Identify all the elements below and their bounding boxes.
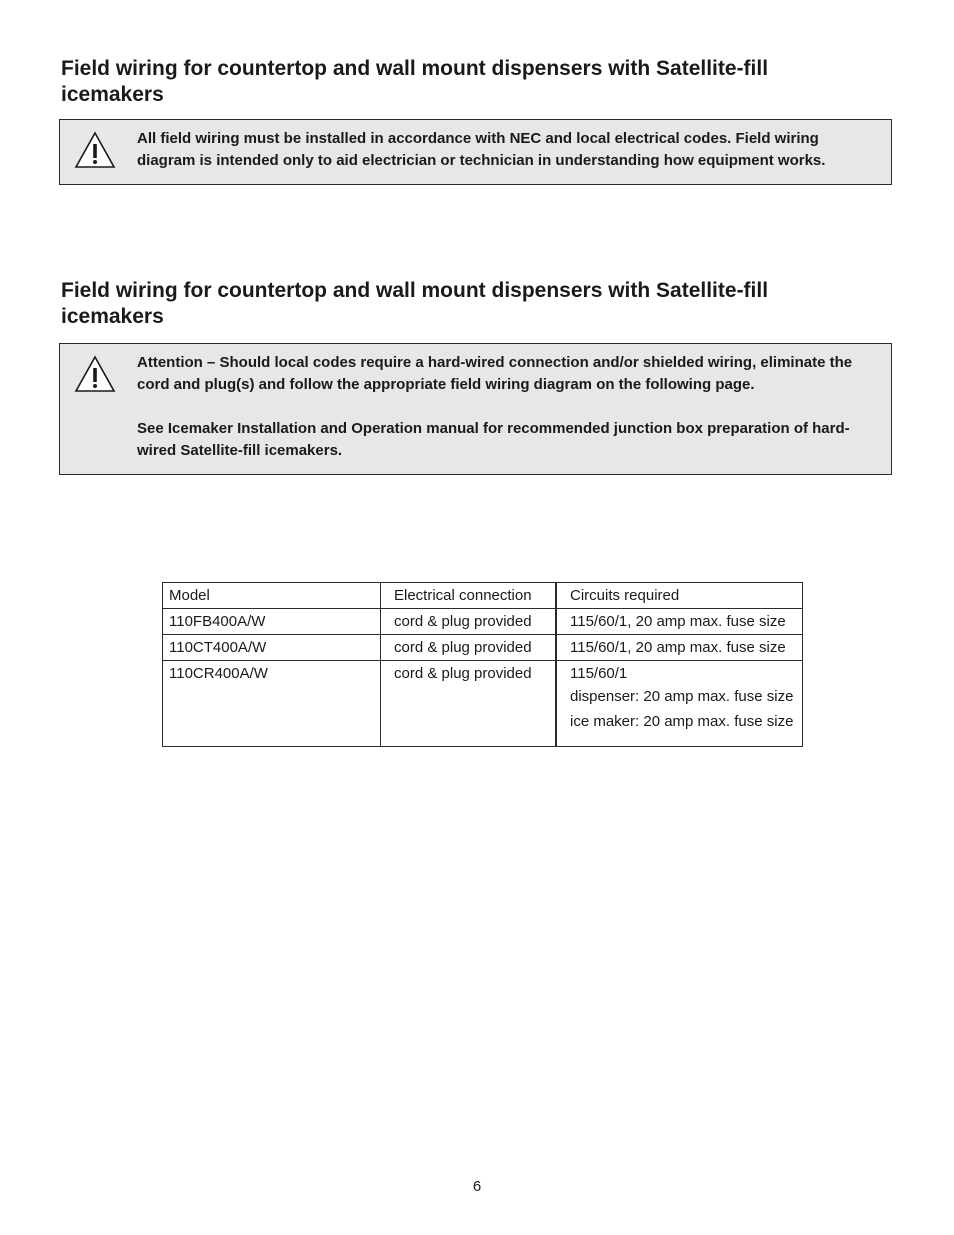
table-row	[163, 661, 803, 747]
header-electrical-connection: Electrical connection	[381, 583, 557, 609]
header-circuits-required: Circuits required	[556, 583, 803, 609]
table-header-row	[163, 583, 803, 609]
connection-cell: cord & plug provided	[381, 635, 557, 661]
table-row	[163, 609, 803, 635]
circuits-line: dispenser: 20 amp max. fuse size	[570, 688, 794, 705]
table-row	[163, 635, 803, 661]
circuits-cell: 115/60/1, 20 amp max. fuse size	[556, 635, 803, 661]
section-1-title: Field wiring for countertop and wall mount dispensers with Satellite-fill icemakers	[61, 57, 769, 106]
warning-text-1: All field wiring must be installed in accordance with NEC and local electrical codes. Field wiring diagram is intended only to aid electrician or technician in understanding how equipment works.	[137, 130, 826, 169]
section-2-title: Field wiring for countertop and wall mount dispensers with Satellite-fill icemakers	[61, 279, 769, 328]
connection-cell: cord & plug provided	[381, 661, 557, 747]
electrical-spec-table	[162, 582, 803, 747]
model-cell: 110CR400A/W	[163, 661, 381, 747]
warning-triangle-icon	[73, 130, 117, 170]
circuits-line: 115/60/1	[570, 665, 628, 682]
circuits-cell	[556, 661, 803, 747]
header-model: Model	[163, 583, 381, 609]
circuits-line: ice maker: 20 amp max. fuse size	[570, 713, 794, 730]
model-cell: 110FB400A/W	[163, 609, 381, 635]
page-number: 6	[472, 1178, 482, 1195]
warning-box-2	[59, 343, 892, 475]
warning-text-2a: Attention – Should local codes require a hard-wired connection and/or shielded wiring, eliminate the cord and plug(s) and follow the appropriate field wiring diagram on the following page.	[137, 354, 853, 393]
model-cell: 110CT400A/W	[163, 635, 381, 661]
circuits-cell: 115/60/1, 20 amp max. fuse size	[556, 609, 803, 635]
connection-cell: cord & plug provided	[381, 609, 557, 635]
warning-triangle-icon	[73, 354, 117, 394]
warning-box-1	[59, 119, 892, 185]
warning-text-2b: See Icemaker Installation and Operation manual for recommended junction box preparation of hard-wired Satellite-fill icemakers.	[137, 420, 850, 459]
